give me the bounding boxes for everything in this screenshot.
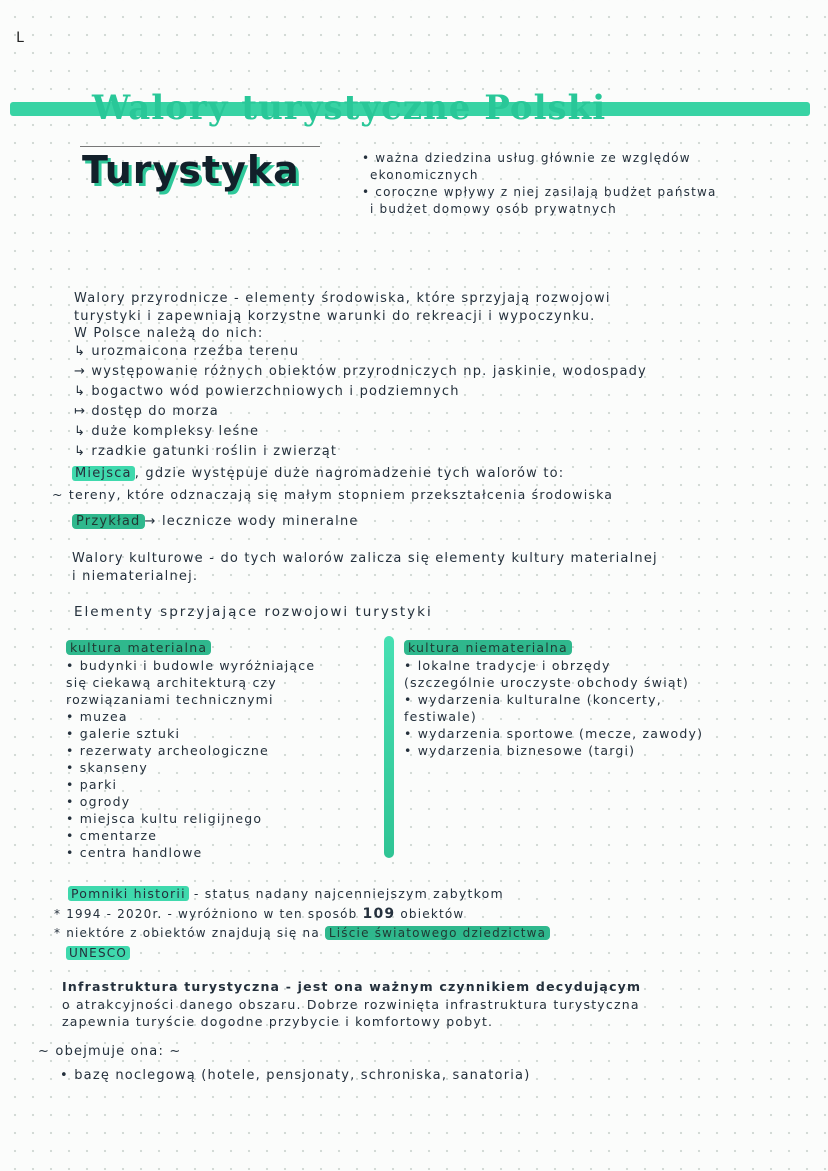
materialna-item: • cmentarze	[66, 828, 158, 843]
pomniki-line	[68, 886, 504, 901]
niematerialna-item: • lokalne tradycje i obrzędy	[404, 658, 611, 673]
materialna-item: • parki	[66, 777, 118, 792]
materialna-item: • muzea	[66, 709, 128, 724]
unesco-label: UNESCO	[66, 946, 130, 960]
baza-noclegowa: • bazę noclegową (hotele, pensjonaty, schroniska, sanatoria)	[60, 1068, 531, 1083]
przyklad-text: → lecznicze wody mineralne	[144, 514, 359, 529]
materialna-heading: kultura materialna	[66, 640, 211, 655]
pomniki-count: 109	[362, 906, 396, 922]
pomniki-unesco-prefix: * niektóre z obiektów znajdują się na	[54, 926, 325, 940]
przyrodnicze-line: W Polsce należą do nich:	[74, 326, 264, 341]
materialna-item: • galerie sztuki	[66, 726, 181, 741]
heading-rule	[80, 146, 320, 147]
niematerialna-item: • wydarzenia biznesowe (targi)	[404, 743, 636, 758]
column-divider	[384, 636, 394, 858]
turystyka-bullet: • coroczne wpływy z niej zasilają budżet państwa	[362, 185, 717, 199]
unesco-line	[66, 946, 130, 960]
turystyka-heading: Turystyka	[82, 148, 300, 192]
przyrodnicze-item: ↳ urozmaicona rzeźba terenu	[74, 344, 300, 359]
niematerialna-item: festiwale)	[404, 709, 477, 724]
przyrodnicze-item: ↦ dostęp do morza	[74, 404, 219, 419]
przyrodnicze-item: ↳ bogactwo wód powierzchniowych i podziemnych	[74, 384, 460, 399]
turystyka-bullets	[362, 150, 717, 218]
niematerialna-heading: kultura niematerialna	[404, 640, 572, 655]
pomniki-label: Pomniki historii	[68, 886, 189, 901]
niematerialna-column	[404, 640, 703, 759]
niematerialna-item: • wydarzenia kulturalne (koncerty,	[404, 692, 662, 707]
materialna-item: rozwiązaniami technicznymi	[66, 692, 274, 707]
materialna-item: • budynki i budowle wyróżniające	[66, 658, 316, 673]
miejsca-line	[72, 466, 564, 481]
materialna-item: • skanseny	[66, 760, 148, 775]
przyrodnicze-item: → występowanie różnych obiektów przyrodniczych np. jaskinie, wodospady	[74, 364, 647, 379]
materialna-item: • miejsca kultu religijnego	[66, 811, 263, 826]
niematerialna-item: • wydarzenia sportowe (mecze, zawody)	[404, 726, 704, 741]
materialna-item: • ogrody	[66, 794, 131, 809]
pomniki-count-prefix: * 1994 - 2020r. - wyróżniono w ten sposób	[54, 907, 363, 921]
miejsca-tereny: ~ tereny, które odznaczają się małym stopniem przekształcenia środowiska	[52, 487, 614, 502]
infrastruktura-line: zapewnia turyście dogodne przybycie i komfortowy pobyt.	[62, 1014, 494, 1029]
infrastruktura-section	[62, 978, 641, 1030]
elementy-heading: Elementy sprzyjające rozwojowi turystyki	[74, 604, 433, 620]
pomniki-count-line	[54, 906, 464, 922]
materialna-column	[66, 640, 315, 861]
pomniki-count-suffix: obiektów	[395, 907, 465, 921]
przyrodnicze-line: Walory przyrodnicze - elementy środowiska, które sprzyjają rozwojowi	[74, 291, 611, 306]
turystyka-bullet: i budżet domowy osób prywatnych	[370, 202, 617, 216]
infrastruktura-line: Infrastruktura turystyczna - jest ona ważnym czynnikiem decydującym	[62, 979, 642, 994]
materialna-item: się ciekawą architekturą czy	[66, 675, 277, 690]
corner-mark: L	[16, 30, 25, 46]
kulturowe-line: i niematerialnej.	[72, 569, 199, 584]
przyklad-line	[72, 514, 359, 529]
niematerialna-item: (szczególnie uroczyste obchody świąt)	[404, 675, 689, 690]
przyrodnicze-item: ↳ rzadkie gatunki roślin i zwierząt	[74, 444, 338, 459]
materialna-item: • centra handlowe	[66, 845, 203, 860]
przyrodnicze-section	[74, 290, 647, 462]
pomniki-text: - status nadany najcenniejszym zabytkom	[188, 886, 504, 901]
pomniki-unesco-line	[54, 926, 550, 940]
infrastruktura-line: o atrakcyjności danego obszaru. Dobrze rozwinięta infrastruktura turystyczna	[62, 997, 640, 1012]
page-title: Walory turystyczne Polski	[92, 88, 607, 128]
turystyka-bullet: • ważna dziedzina usług głównie ze względów	[362, 151, 691, 165]
kulturowe-section	[72, 550, 658, 586]
lista-dziedzictwa: Liście światowego dziedzictwa	[325, 926, 550, 940]
obejmuje-line: ~ obejmuje ona: ~	[38, 1044, 182, 1059]
przyrodnicze-item: ↳ duże kompleksy leśne	[74, 424, 260, 439]
kulturowe-line: Walory kulturowe - do tych walorów zalicza się elementy kultury materialnej	[72, 551, 658, 566]
przyklad-label: Przykład	[72, 514, 145, 529]
materialna-item: • rezerwaty archeologiczne	[66, 743, 269, 758]
turystyka-bullet: ekonomicznych	[370, 168, 479, 182]
przyrodnicze-line: turystyki i zapewniają korzystne warunki do rekreacji i wypoczynku.	[74, 309, 596, 324]
miejsca-label: Miejsca	[72, 466, 135, 481]
miejsca-text: , gdzie występuje duże nagromadzenie tych walorów to:	[134, 466, 565, 481]
